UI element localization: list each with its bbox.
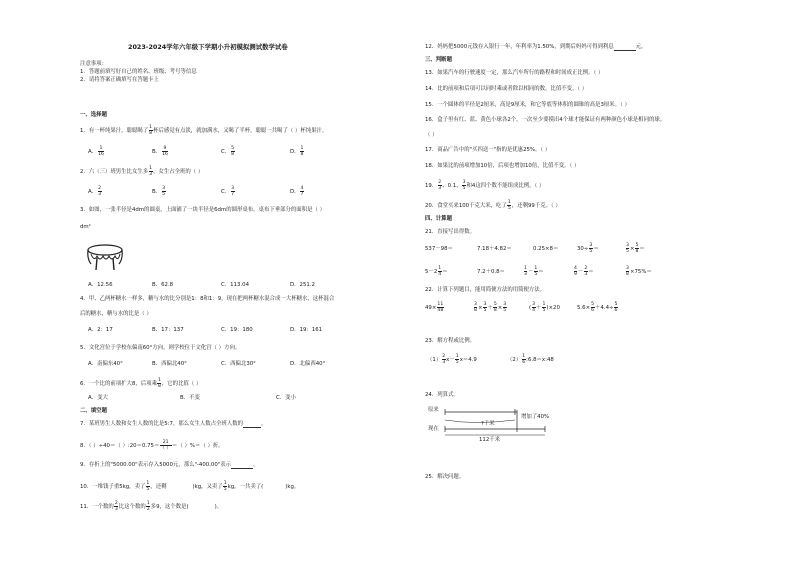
question-4-line-1: 4．甲、乙两杯糖水一样多，糖与水的比分别是1：8和1：9，现在把两杯糖水混合成一大杯糖水，这杯混合 bbox=[80, 296, 335, 302]
question-4-line-2: 后的糖水，糖与水的比是（ ） bbox=[80, 311, 152, 317]
question-5-option-c[interactable]: C．西偏北30° bbox=[221, 361, 256, 367]
answer-blank[interactable] bbox=[231, 463, 253, 469]
question-5: 5．文化宫位于学校东偏南60°方向，则学校位于文化宫（ ）方向。 bbox=[80, 345, 241, 351]
mental-math-9: $\frac{4}{9}$ － $\frac{2}{3}$ ＝ bbox=[574, 266, 594, 277]
question-1-option-d[interactable]: D． $\frac{1}{8}$ bbox=[290, 146, 304, 157]
question-11: 11．一个数的 $\frac{2}{3}$ 比这个数的 $\frac{1}{2}$ 多9，这个数是( )。 bbox=[80, 501, 223, 512]
question-5-option-d[interactable]: D．北偏西40° bbox=[290, 361, 326, 367]
question-23: 23．解方程或比例。 bbox=[425, 338, 475, 344]
mental-math-2: 7.18＋4.82＝ bbox=[477, 246, 512, 252]
simplify-1: 49× $\frac{11}{48}$ bbox=[425, 302, 444, 313]
question-2-option-b[interactable]: B． $\frac{3}{5}$ bbox=[152, 186, 166, 197]
question-15: 15．一个圆体的半径是2厘米，高是9厘米，和它等底等体积的圆锥的高是3厘米。（ ） bbox=[425, 102, 630, 108]
question-24: 24．列算式。 bbox=[425, 392, 459, 398]
question-3: 3．如图，一张半径是4dm的圆桌，上面铺了一块半径是6dm的圆形桌布，桌布下垂部分的面积是（ ） bbox=[80, 207, 325, 213]
diagram-label-original: 原来 bbox=[428, 407, 439, 413]
question-16-line-2: （ ） bbox=[425, 132, 438, 138]
question-25: 25．解决问题。 bbox=[425, 474, 465, 480]
question-14: 14．比的前项和后项可以同时乘或者除以相同的数，比值不变。（ ） bbox=[425, 86, 588, 92]
notice-title: 注意事项： bbox=[80, 61, 107, 67]
simplify-3: ( $\frac{3}{4}$ ＋ $\frac{1}{5}$ )×20 bbox=[529, 302, 560, 313]
question-5-option-b[interactable]: B．西偏北40° bbox=[152, 361, 187, 367]
section-heading-choice: 一、选择题 bbox=[80, 112, 107, 118]
question-20: 20．食堂买来100千克大米，吃了 $\frac{1}{5}$ ，还剩99千克。（ ） bbox=[425, 200, 561, 211]
diagram-label-now: 现在 bbox=[428, 426, 439, 432]
fraction: $\frac{1}{8}$ bbox=[149, 125, 153, 136]
question-6: 6．一个比的前项扩大8，后项乘 $\frac{1}{8}$ ，它的比值（ ） bbox=[80, 378, 202, 389]
question-3-option-d[interactable]: D．251.2 bbox=[290, 282, 315, 288]
question-3-unit: dm² bbox=[80, 224, 91, 230]
question-16-line-1: 16．盒子里有红、蓝、黄色小球各2个，一次至少要摸出4个球才能保证有两种颜色小球是相同的球。 bbox=[425, 117, 666, 123]
line-segment-diagram bbox=[425, 405, 565, 445]
round-table-icon bbox=[85, 242, 125, 272]
question-1-option-a[interactable]: A． $\frac{1}{16}$ bbox=[88, 146, 104, 157]
notice-item-1: 1．答题前填写好自己的姓名、班级、考号等信息 bbox=[80, 69, 197, 75]
question-22: 22．计算下列题目，能用简便方法的用简便方法。 bbox=[425, 287, 546, 293]
question-1: 1．有一杯纯果汁，聪聪喝了 $\frac{1}{8}$ 杯后感觉有点淡，就加满水，又喝了半杯，聪聪一共喝了（ ）杯纯果汁。 bbox=[80, 125, 328, 136]
mental-math-6: 5－2 $\frac{1}{4}$ ＝ bbox=[425, 266, 448, 277]
section-heading-fill: 二、填空题 bbox=[80, 408, 107, 414]
question-6-option-b[interactable]: B．不变 bbox=[180, 395, 200, 401]
question-1-option-c[interactable]: C． $\frac{5}{8}$ bbox=[221, 146, 235, 157]
diagram-total-label: 112千米 bbox=[479, 437, 501, 443]
question-4-option-c[interactable]: C．19：180 bbox=[221, 327, 253, 333]
section-heading-calc: 四、计算题 bbox=[425, 216, 452, 222]
mental-math-10: $\frac{3}{8}$ ×75%＝ bbox=[626, 266, 652, 277]
question-1-option-b[interactable]: B． $\frac{9}{16}$ bbox=[152, 146, 168, 157]
question-2: 2．六（三）班男生比女生多 $\frac{1}{3}$ ，女生占全班的（ ） bbox=[80, 166, 204, 177]
page-title: 2023-2024学年六年级下学期小升初模拟测试数学试卷 bbox=[128, 43, 288, 51]
diagram-increase-label: 增加了40% bbox=[521, 414, 550, 420]
question-19: 19． $\frac{2}{3}$ 、0.1、 $\frac{3}{5}$ 和4这四个数不能组成比例。（ ） bbox=[425, 180, 545, 191]
question-10: 10．一堆钱子重5kg，卖了 $\frac{1}{5}$ ，还剩 )kg，又卖了 $\frac{1}{5}$ kg，一共卖了( )kg。 bbox=[80, 481, 300, 492]
equation-2: （2） $\frac{1}{6}$ :6.8＝x:48 bbox=[507, 354, 554, 365]
diagram-unknown-label: ?千米 bbox=[481, 421, 495, 427]
question-17: 17．商品广告中的"买四送一"指的是优惠25%。（ ） bbox=[425, 147, 551, 153]
notice-item-2: 2．请将答案正确填写在答题卡上 bbox=[80, 77, 159, 83]
question-18: 18．如果比的前项增加10倍，后项也增加10倍，比值不变。（ ） bbox=[425, 163, 580, 169]
answer-blank[interactable] bbox=[614, 45, 636, 51]
question-2-option-d[interactable]: D． $\frac{4}{7}$ bbox=[290, 186, 304, 197]
question-9: 9．存折上的"5000.00"表示存入5000元，那么"-400.00"表示 。 bbox=[80, 462, 259, 468]
mental-math-4: 30÷ $\frac{3}{5}$ ＝ bbox=[577, 243, 599, 254]
answer-blank[interactable] bbox=[243, 422, 261, 428]
question-5-option-a[interactable]: A．南偏东40° bbox=[88, 361, 123, 367]
mental-math-7: 7.2＋0.8＝ bbox=[477, 269, 505, 275]
simplify-4: 5.6× $\frac{5}{6}$ ＋4.4÷ $\frac{5}{6}$ bbox=[577, 302, 618, 313]
question-7: 7．某班男生人数和女生人数的比是5:7，那么女生人数占全班人数的 。 bbox=[80, 421, 267, 427]
mental-math-1: 537－98＝ bbox=[425, 246, 453, 252]
simplify-2: $\frac{3}{8}$ × $\frac{3}{5}$ ＋ $\frac{5}{8}$ × $\frac{3}{5}$ bbox=[474, 302, 507, 313]
section-heading-judge: 三、判断题 bbox=[425, 57, 452, 63]
question-6-option-c[interactable]: C．变小 bbox=[276, 395, 296, 401]
question-21: 21．直接写出得数。 bbox=[425, 229, 475, 235]
question-13: 13．如果汽车的行驶速度一定，那么汽车所行的路程和时间成正比例。（ ） bbox=[425, 70, 604, 76]
question-6-option-a[interactable]: A．变大 bbox=[88, 395, 108, 401]
mental-math-5: $\frac{3}{5}$ × $\frac{5}{8}$ ＝ bbox=[626, 243, 645, 254]
question-2-option-a[interactable]: A． $\frac{2}{3}$ bbox=[88, 186, 102, 197]
question-4-option-a[interactable]: A．2：17 bbox=[88, 327, 113, 333]
question-4-option-d[interactable]: D．19：161 bbox=[290, 327, 323, 333]
question-8: 8．（ ）÷40＝（ ）:20＝0.75＝ $\frac{21}{( )}$ ＝（ ）%＝（ ）折。 bbox=[80, 440, 224, 451]
question-3-option-c[interactable]: C．113.04 bbox=[221, 282, 250, 288]
question-3-option-a[interactable]: A．12.56 bbox=[88, 282, 113, 288]
question-3-option-b[interactable]: B．62.8 bbox=[152, 282, 174, 288]
question-12: 12．妈妈把5000元钱存入银行一年，年利率为1.50%，到期后妈妈可得到利息 元。 bbox=[425, 44, 647, 50]
question-2-option-c[interactable]: C． $\frac{3}{7}$ bbox=[221, 186, 235, 197]
mental-math-8: $\frac{1}{3}$ － $\frac{1}{5}$ ＝ bbox=[524, 266, 544, 277]
question-4-option-b[interactable]: B．17：137 bbox=[152, 327, 184, 333]
mental-math-3: 0.25×8＝ bbox=[533, 246, 559, 252]
equation-1: （1） $\frac{2}{3}$ x－ $\frac{1}{5}$ x＝4.9 bbox=[427, 354, 477, 365]
